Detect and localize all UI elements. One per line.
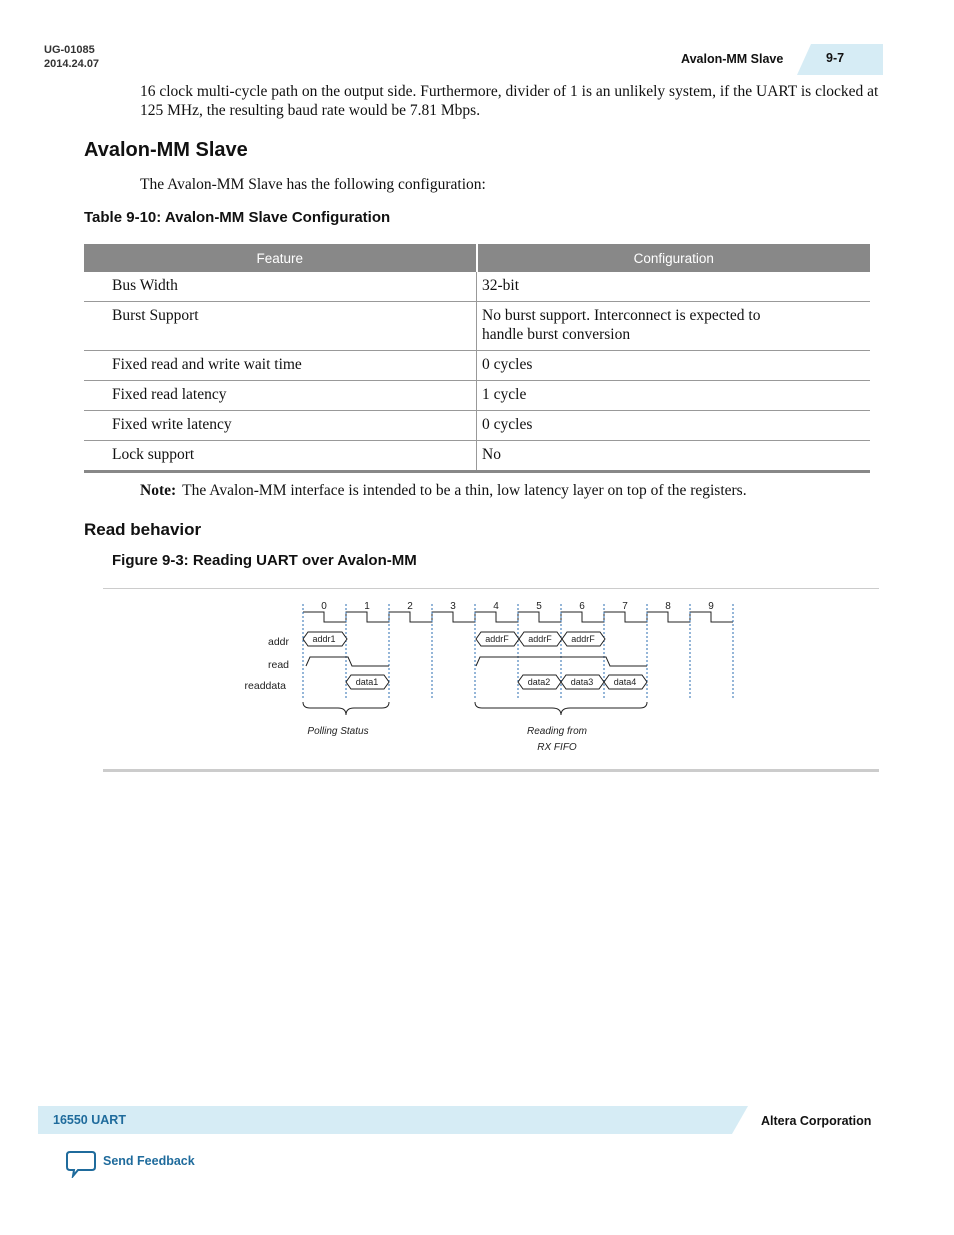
table-cell-feature: Lock support <box>84 441 477 472</box>
read-signal <box>306 657 647 666</box>
addr-label: addrF <box>528 634 552 644</box>
intro-paragraph: 16 clock multi-cycle path on the output side. Furthermore, divider of 1 is an unlikely system, if the UART is clocked at 125 MHz, the resulting baud rate would be 7.81 Mbps. <box>140 83 879 119</box>
table-cell-feature: Bus Width <box>84 272 477 302</box>
cycle-number: 6 <box>579 601 585 612</box>
config-intro-paragraph: The Avalon-MM Slave has the following configuration: <box>140 176 486 193</box>
subsection-heading: Read behavior <box>84 520 202 539</box>
table-cell-config-text: No burst support. Interconnect is expected to handle burst conversion <box>482 307 761 343</box>
table-cell-config: 1 cycle <box>477 381 871 411</box>
cycle-number: 5 <box>536 601 542 612</box>
cycle-number: 4 <box>493 601 499 612</box>
speech-bubble-icon[interactable] <box>66 1150 96 1178</box>
doc-date: 2014.24.07 <box>44 58 100 70</box>
table-cell-config: 0 cycles <box>477 351 871 381</box>
signal-name-addr: addr <box>267 636 289 648</box>
footer-notch <box>732 1106 748 1134</box>
cycle-number: 2 <box>407 601 413 612</box>
addr-labels <box>312 634 595 644</box>
table-cell-config: 0 cycles <box>477 411 871 441</box>
addr-label: addrF <box>571 634 595 644</box>
footer-band <box>38 1106 748 1134</box>
signal-name-readdata: readdata <box>244 680 286 692</box>
brace-reading <box>475 702 647 715</box>
brace-labels <box>307 726 587 753</box>
cycle-number: 9 <box>708 601 714 612</box>
read-waveform-segment <box>306 657 389 666</box>
figure-caption: Figure 9-3: Reading UART over Avalon-MM <box>112 552 417 569</box>
note-text: The Avalon-MM interface is intended to be a thin, low latency layer on top of the registers. <box>182 482 747 499</box>
brace-label-reading-line2: RX FIFO <box>537 742 577 753</box>
table-header-feature: Feature <box>84 244 477 272</box>
brace-polling <box>303 702 389 715</box>
table-cell-feature: Fixed write latency <box>84 411 477 441</box>
readdata-bus <box>346 675 647 689</box>
brace-label-reading-line1: Reading from <box>526 726 588 737</box>
table-header-configuration: Configuration <box>477 244 871 272</box>
figure-bottom-rule <box>103 769 879 772</box>
readdata-labels <box>356 677 637 687</box>
doc-id: UG-01085 <box>44 44 95 56</box>
signal-names <box>245 636 290 692</box>
cycle-number: 3 <box>450 601 456 612</box>
cycle-number: 0 <box>321 601 327 612</box>
cycle-number: 7 <box>622 601 628 612</box>
addr-bus <box>303 632 605 646</box>
header-section-title: Avalon-MM Slave <box>681 52 784 66</box>
table-cell-config: 32-bit <box>477 272 871 302</box>
addr-label: addr1 <box>312 634 336 644</box>
cycle-number: 8 <box>665 601 671 612</box>
table-cell-feature: Fixed read latency <box>84 381 477 411</box>
signal-name-read: read <box>267 659 289 671</box>
send-feedback-link[interactable]: Send Feedback <box>103 1154 195 1168</box>
readdata-label: data3 <box>570 677 594 687</box>
section-heading: Avalon-MM Slave <box>84 139 248 161</box>
table-cell-feature: Fixed read and write wait time <box>84 351 477 381</box>
cycle-numbers <box>321 601 714 612</box>
page-number: 9-7 <box>826 51 845 65</box>
cycle-number: 1 <box>364 601 370 612</box>
table-cell-feature: Burst Support <box>84 302 477 351</box>
table-cell-config: No <box>477 441 871 472</box>
brace-label-polling: Polling Status <box>307 726 369 737</box>
readdata-label: data1 <box>355 677 379 687</box>
note-label: Note: <box>140 482 177 499</box>
readdata-label: data2 <box>527 677 551 687</box>
braces <box>303 702 647 715</box>
addr-label: addrF <box>485 634 509 644</box>
readdata-label: data4 <box>613 677 637 687</box>
table-caption: Table 9-10: Avalon-MM Slave Configuration <box>84 209 391 226</box>
footer-corporation: Altera Corporation <box>761 1114 872 1128</box>
footer-doc-title: 16550 UART <box>53 1113 126 1127</box>
